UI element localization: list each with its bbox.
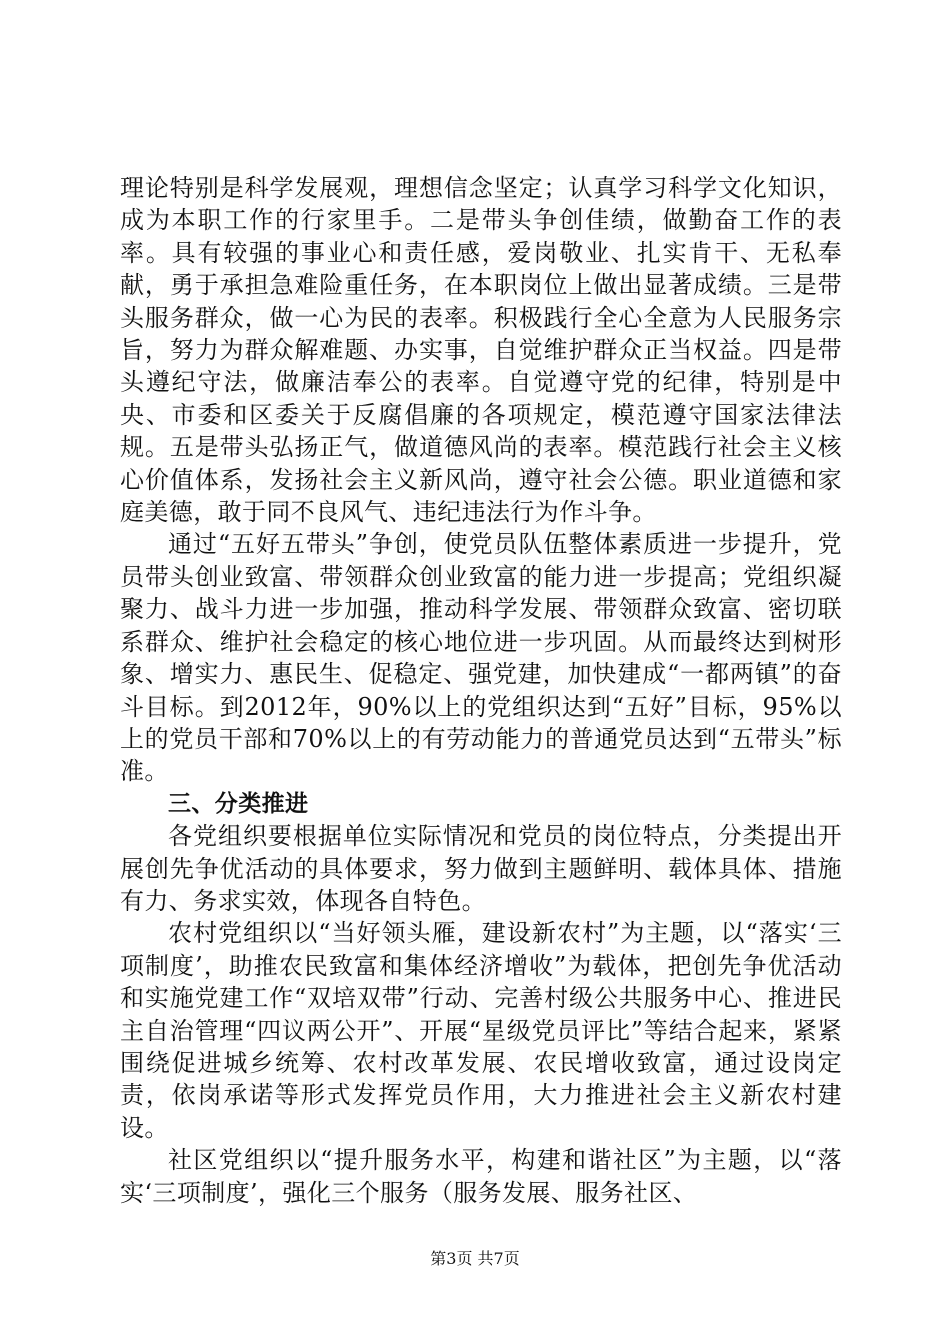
page-number-footer: 第3页 共7页 bbox=[430, 1249, 520, 1268]
section-heading: 三、分类推进 bbox=[168, 790, 309, 817]
paragraph-classification: 各党组织要根据单位实际情况和党员的岗位特点，分类提出开展创先争优活动的具体要求，努力做到主题鲜明、载体具体、措施有力、务求实效，体现各自特色。 bbox=[120, 822, 842, 915]
paragraph-community: 社区党组织以“提升服务水平，构建和谐社区”为主题，以“落实‘三项制度’，强化三个服务（服务发展、服务社区、 bbox=[120, 1146, 842, 1207]
paragraph-wuhao-goals: 通过“五好五带头”争创，使党员队伍整体素质进一步提升，党员带头创业致富、带领群众创业致富的能力进一步提高；党组织凝聚力、战斗力进一步加强，推动科学发展、带领群众致富、密切联系群众、维护社会稳定的核心地位进一步巩固。从而最终达到树形象、增实力、惠民生、促稳定、强党建，加快建成“一都两镇”的奋斗目标。到2012年，90%以上的党组织达到“五好”目标，95%以上的党员干部和70%以上的有劳动能力的普通党员达到“五带头”标准。 bbox=[120, 530, 842, 786]
paragraph-rural: 农村党组织以“当好领头雁，建设新农村”为主题，以“落实‘三项制度’，助推农民致富和集体经济增收”为载体，把创先争优活动和实施党建工作“双培双带”行动、完善村级公共服务中心、推进民主自治管理“四议两公开”、开展“星级党员评比”等结合起来，紧紧围绕促进城乡统筹、农村改革发展、农民增收致富，通过设岗定责，依岗承诺等形式发挥党员作用，大力推进社会主义新农村建设。 bbox=[120, 919, 842, 1142]
document-body bbox=[120, 172, 842, 1209]
paragraph-continued: 理论特别是科学发展观，理想信念坚定；认真学习科学文化知识，成为本职工作的行家里手。二是带头争创佳绩，做勤奋工作的表率。具有较强的事业心和责任感，爱岗敬业、扎实肯干、无私奉献，勇于承担急难险重任务，在本职岗位上做出显著成绩。三是带头服务群众，做一心为民的表率。积极践行全心全意为人民服务宗旨，努力为群众解难题、办实事，自觉维护群众正当权益。四是带头遵纪守法，做廉洁奉公的表率。自觉遵守党的纪律，特别是中央、市委和区委关于反腐倡廉的各项规定，模范遵守国家法律法规。五是带头弘扬正气，做道德风尚的表率。模范践行社会主义核心价值体系，发扬社会主义新风尚，遵守社会公德。职业道德和家庭美德，敢于同不良风气、违纪违法行为作斗争。 bbox=[120, 174, 842, 527]
